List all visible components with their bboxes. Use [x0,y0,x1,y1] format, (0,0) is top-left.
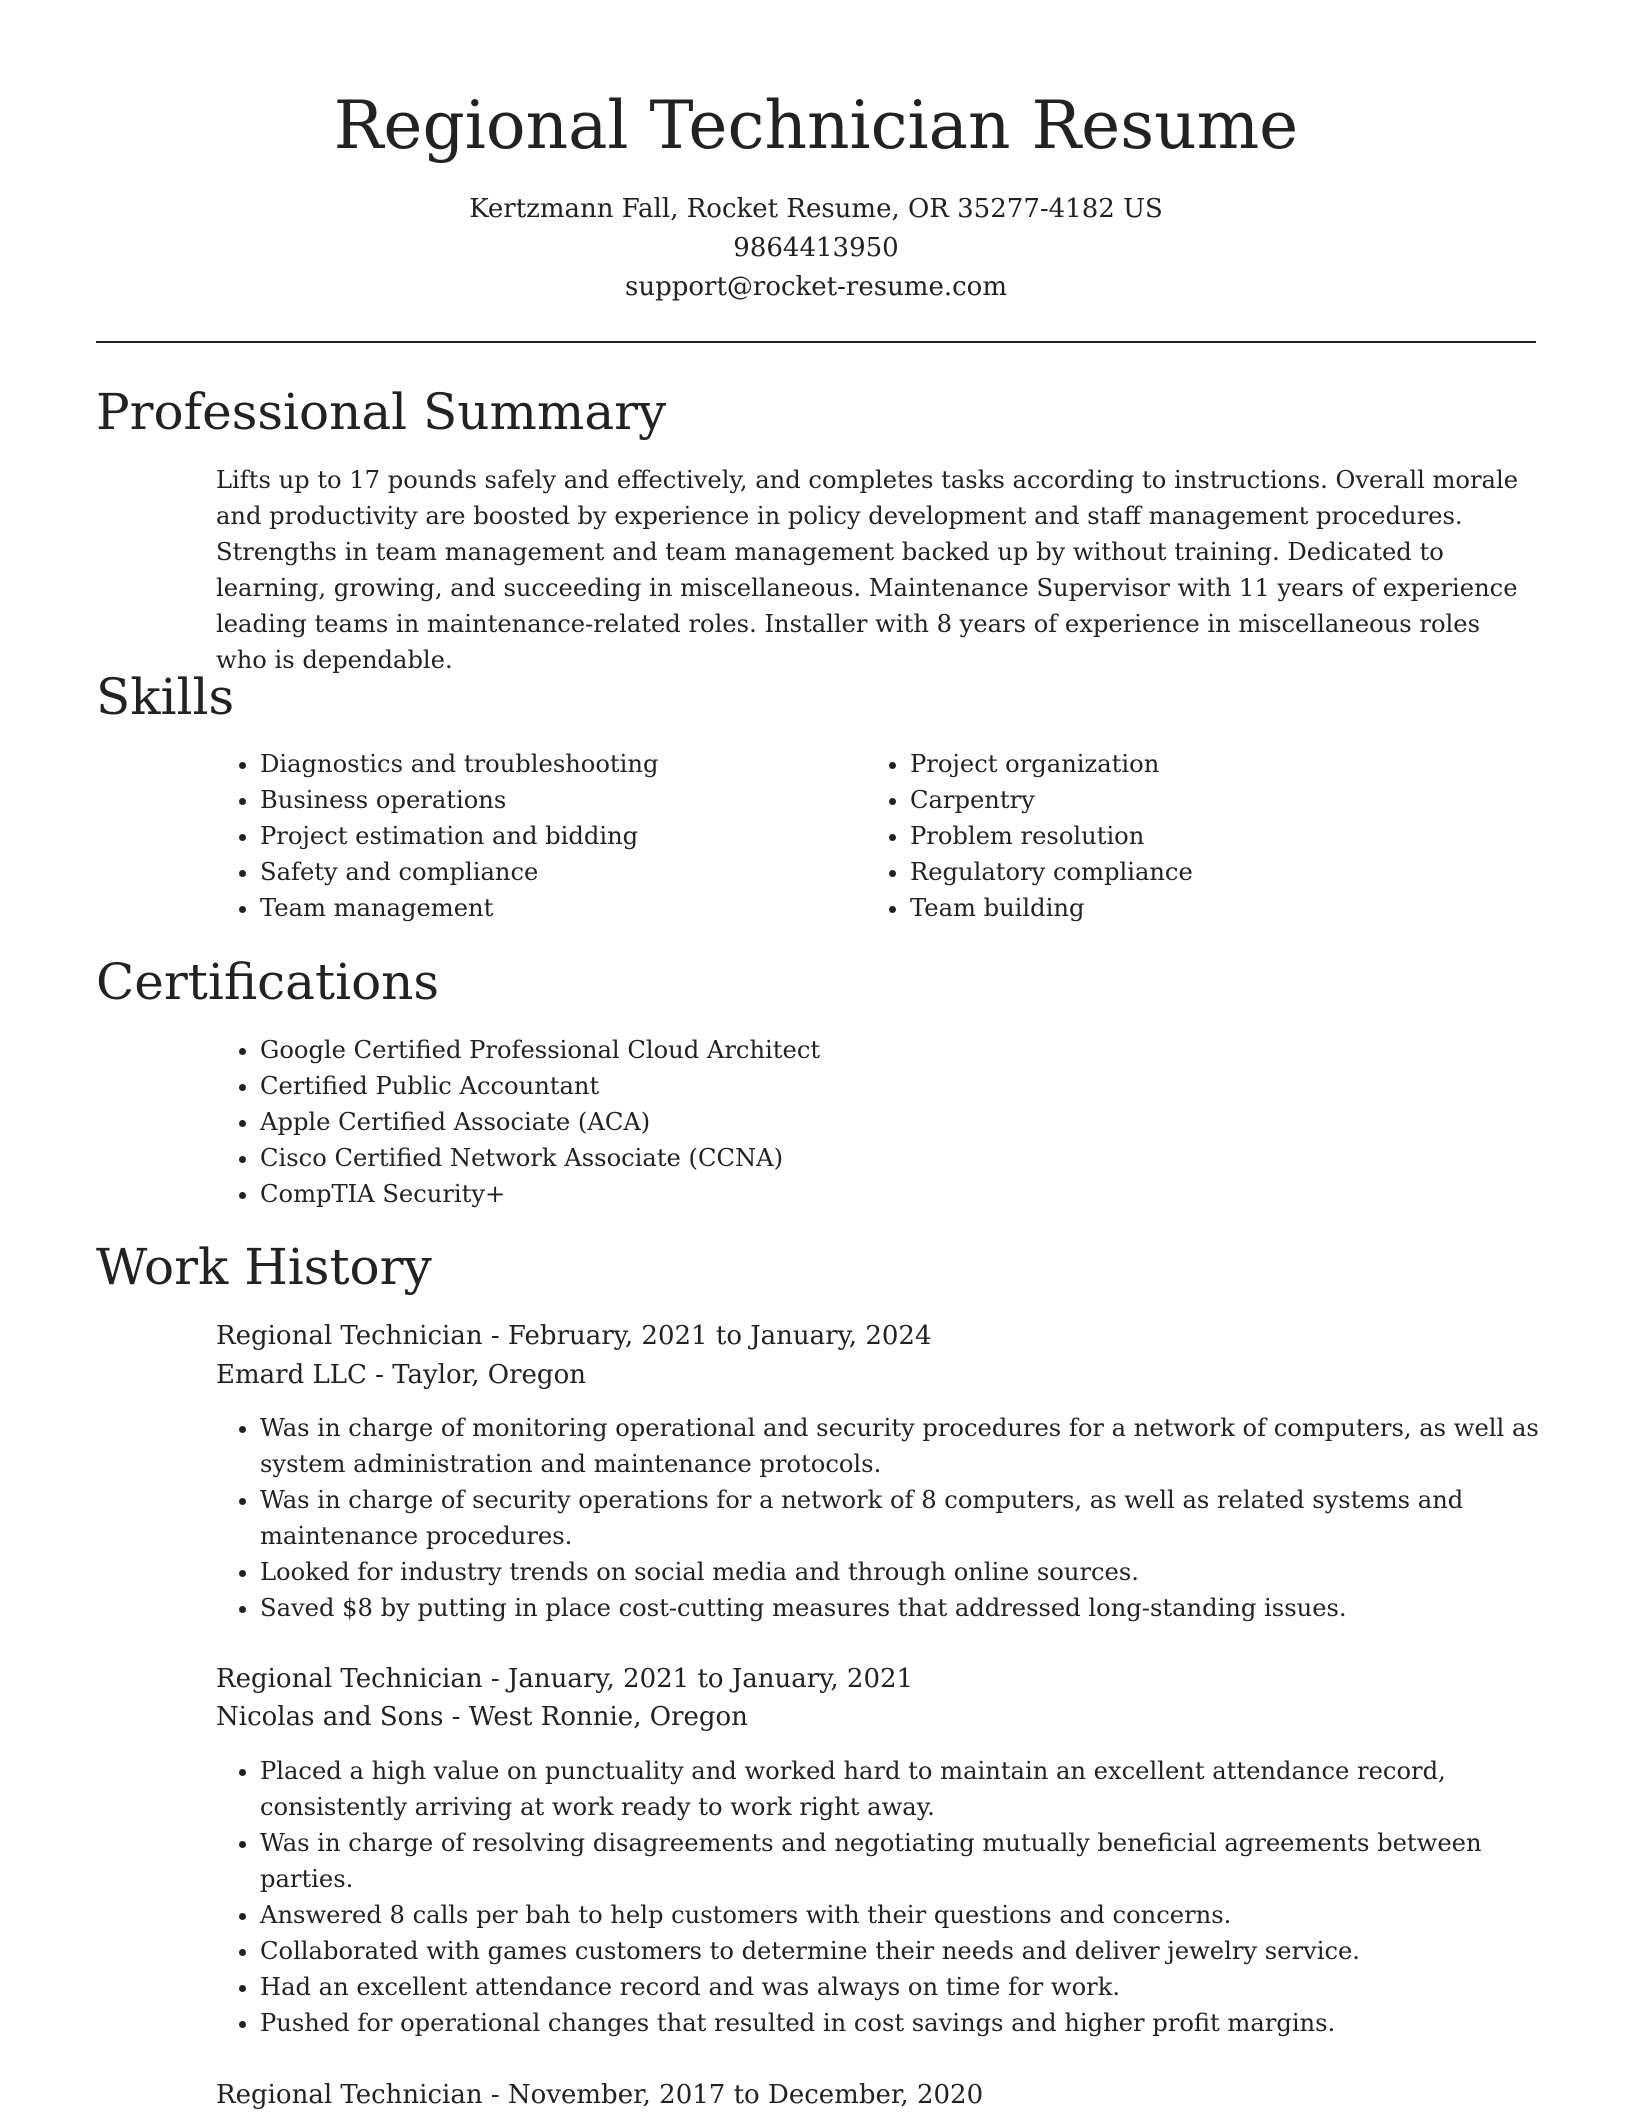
skills-list-right [866,746,1510,926]
job-bullet: • Had an excellent attendance record and was always on time for work. [260,1969,1560,2005]
skill-item: • Problem resolution [910,818,1510,854]
summary-heading: Professional Summary [96,383,667,441]
job-title-line: Regional Technician - February, 2021 to January, 2024 [216,1321,932,1351]
certification-item: • Cisco Certified Network Associate (CCNA) [260,1140,1560,1176]
summary-text: Lifts up to 17 pounds safely and effectively, and completes tasks according to instructions. Overall morale and productivity are boosted by experience in policy development and staff management procedures. Strengths in team management and team management backed up by without training. Dedicated to learning, growing, and succeeding in miscellaneous. Maintenance Supervisor with 11 years of experience leading teams in maintenance-related roles. Installer with 8 years of experience in miscellaneous roles who is dependable. [216,466,1519,674]
skill-item: • Team management [260,890,860,926]
certifications-heading: Certifications [96,953,440,1011]
certification-item: • Apple Certified Associate (ACA) [260,1104,1560,1140]
job-company-line: Emard LLC - Taylor, Oregon [216,1360,586,1390]
job-bullets [216,1410,1560,1626]
skill-item: • Project organization [910,746,1510,782]
job-bullet: • Was in charge of resolving disagreements and negotiating mutually beneficial agreements between parties. [260,1825,1560,1897]
resume-header [96,84,1536,307]
certifications-list [216,1032,1560,1212]
job-bullet: • Answered 8 calls per bah to help customers with their questions and concerns. [260,1897,1560,1933]
certification-item: • Google Certified Professional Cloud Architect [260,1032,1560,1068]
job-bullet: • Pushed for operational changes that resulted in cost savings and higher profit margins. [260,2005,1560,2041]
contact-address: Kertzmann Fall, Rocket Resume, OR 35277-4182 US [469,194,1163,224]
skill-item: • Project estimation and bidding [260,818,860,854]
skill-item: • Diagnostics and troubleshooting [260,746,860,782]
certification-item: • Certified Public Accountant [260,1068,1560,1104]
job-company-line: Nicolas and Sons - West Ronnie, Oregon [216,1702,748,1732]
contact-email: support@rocket-resume.com [624,272,1007,302]
contact-block [96,190,1536,307]
job-bullet: • Was in charge of security operations for a network of 8 computers, as well as related systems and maintenance procedures. [260,1482,1560,1554]
job-bullet: • Saved $8 by putting in place cost-cutting measures that addressed long-standing issues. [260,1590,1560,1626]
skill-item: • Carpentry [910,782,1510,818]
job-title-line: Regional Technician - January, 2021 to January, 2021 [216,1664,914,1694]
header-divider [96,341,1536,343]
skill-item: • Regulatory compliance [910,854,1510,890]
skills-list-left [216,746,860,926]
job-title-line: Regional Technician - November, 2017 to December, 2020 [216,2080,984,2110]
skill-item: • Safety and compliance [260,854,860,890]
work-history-heading: Work History [96,1238,432,1296]
certification-item: • CompTIA Security+ [260,1176,1560,1212]
skills-heading: Skills [96,668,235,726]
skill-item: • Business operations [260,782,860,818]
resume-title: Regional Technician Resume [333,87,1299,164]
job-bullet: • Collaborated with games customers to determine their needs and deliver jewelry service. [260,1933,1560,1969]
job-bullet: • Looked for industry trends on social media and through online sources. [260,1554,1560,1590]
skill-item: • Team building [910,890,1510,926]
job-bullet: • Was in charge of monitoring operational and security procedures for a network of computers, as well as system administration and maintenance protocols. [260,1410,1560,1482]
contact-phone: 9864413950 [733,233,899,263]
job-bullets [216,1753,1560,2041]
job-bullet: • Placed a high value on punctuality and worked hard to maintain an excellent attendance record, consistently arriving at work ready to work right away. [260,1753,1560,1825]
